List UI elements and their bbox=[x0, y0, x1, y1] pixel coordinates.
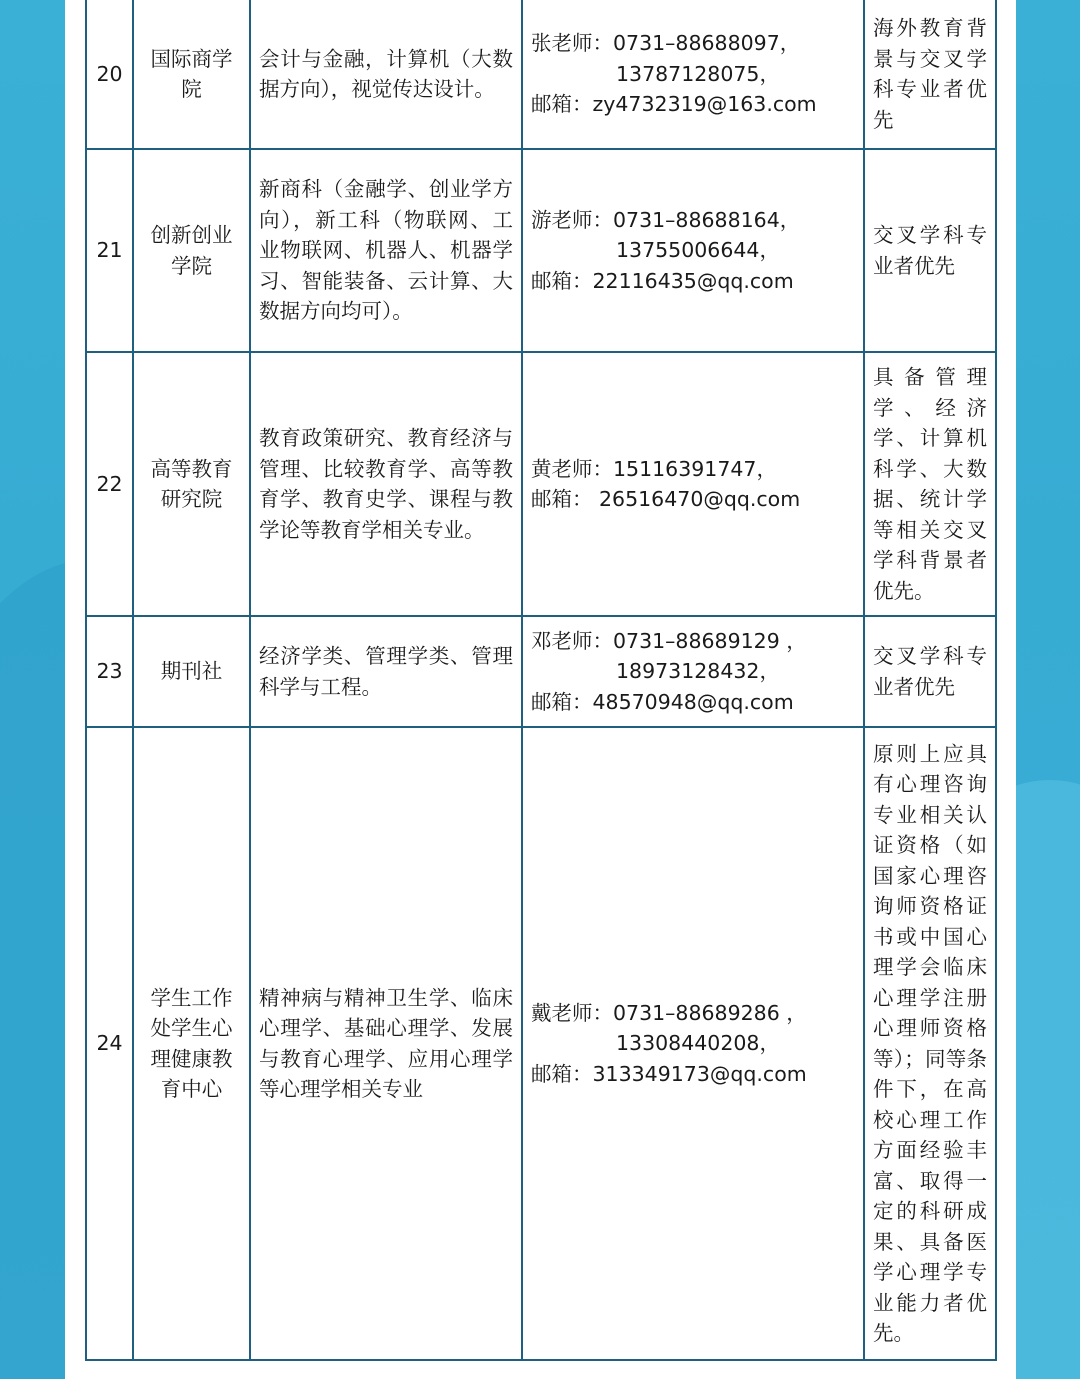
contact-info bbox=[522, 727, 864, 1360]
table-row bbox=[86, 727, 996, 1360]
major-requirements: 新商科（金融学、创业学方向），新工科（物联网、工业物联网、机器人、机器学习、智能装备、云计算、大数据方向均可）。 bbox=[250, 149, 522, 352]
contact-info bbox=[522, 352, 864, 616]
contact-info bbox=[522, 0, 864, 149]
contact-mobile: 18973128432， bbox=[616, 659, 780, 684]
row-number: 21 bbox=[86, 149, 133, 352]
unit-name: 国际商学院 bbox=[133, 0, 250, 149]
major-requirements: 经济学类、管理学类、管理科学与工程。 bbox=[250, 616, 522, 727]
contact-name-phone: 邓老师：0731–88689129 ， bbox=[531, 628, 807, 653]
contact-name-phone: 戴老师：0731–88689286 ， bbox=[531, 1000, 807, 1025]
contact-mobile: 13308440208， bbox=[616, 1031, 780, 1056]
unit-name: 高等教育研究院 bbox=[133, 352, 250, 616]
major-requirements: 教育政策研究、教育经济与管理、比较教育学、高等教育学、教育史学、课程与教学论等教育学相关专业。 bbox=[250, 352, 522, 616]
contact-name-phone: 游老师：0731–88688164， bbox=[531, 207, 801, 232]
table-row bbox=[86, 352, 996, 616]
contact-info bbox=[522, 149, 864, 352]
table-row bbox=[86, 149, 996, 352]
contact-email[interactable]: 邮箱： 26516470@qq.com bbox=[531, 487, 801, 511]
preference-note: 具备管理学、经济学、计算机科学、大数据、统计学等相关交叉学科背景者优先。 bbox=[864, 352, 996, 616]
table-row bbox=[86, 0, 996, 149]
major-requirements: 会计与金融，计算机（大数据方向），视觉传达设计。 bbox=[250, 0, 522, 149]
contact-name-phone: 黄老师：15116391747， bbox=[531, 456, 777, 481]
contact-mobile: 13755006644， bbox=[616, 238, 780, 263]
unit-name: 创新创业学院 bbox=[133, 149, 250, 352]
major-requirements: 精神病与精神卫生学、临床心理学、基础心理学、发展与教育心理学、应用心理学等心理学相关专业 bbox=[250, 727, 522, 1360]
unit-name: 学生工作处学生心理健康教育中心 bbox=[133, 727, 250, 1360]
contact-mobile: 13787128075， bbox=[616, 61, 780, 86]
contact-email[interactable]: 邮箱：48570948@qq.com bbox=[531, 689, 794, 714]
preference-note: 海外教育背景与交叉学科专业者优先 bbox=[864, 0, 996, 149]
row-number: 23 bbox=[86, 616, 133, 727]
preference-note: 交叉学科专业者优先 bbox=[864, 149, 996, 352]
recruitment-table bbox=[85, 0, 997, 1361]
table-row bbox=[86, 616, 996, 727]
row-number: 22 bbox=[86, 352, 133, 616]
table-card bbox=[65, 0, 1016, 1379]
row-number: 20 bbox=[86, 0, 133, 149]
unit-name: 期刊社 bbox=[133, 616, 250, 727]
contact-email[interactable]: 邮箱：zy4732319@163.com bbox=[531, 92, 817, 117]
contact-email[interactable]: 邮箱：22116435@qq.com bbox=[531, 268, 794, 293]
preference-note: 交叉学科专业者优先 bbox=[864, 616, 996, 727]
contact-email[interactable]: 邮箱：313349173@qq.com bbox=[531, 1061, 807, 1086]
contact-info bbox=[522, 616, 864, 727]
preference-note: 原则上应具有心理咨询专业相关认证资格（如国家心理咨询师资格证书或中国心理学会临床心理学注册心理师资格等）；同等条件下，在高校心理工作方面经验丰富、取得一定的科研成果、具备医学心理学专业能力者优先。 bbox=[864, 727, 996, 1360]
row-number: 24 bbox=[86, 727, 133, 1360]
contact-name-phone: 张老师：0731–88688097， bbox=[531, 31, 801, 56]
